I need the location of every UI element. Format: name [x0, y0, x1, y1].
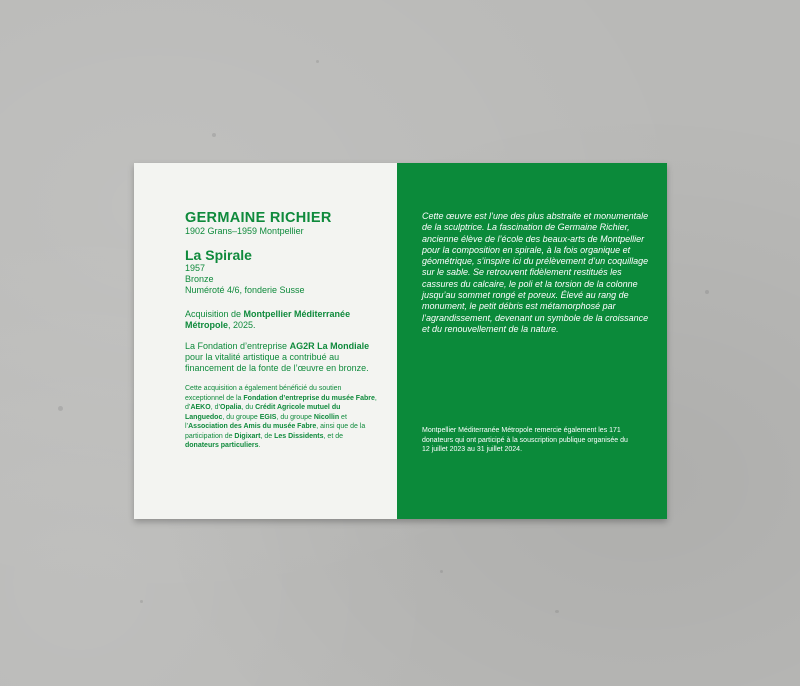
- artwork-description: Cette œuvre est l’une des plus abstraite et monumentale de la sculptrice. La fascination de Germaine Richier, ancienne élève de l’école des beaux-arts de Montpellier pour la composition en spirale, à la fois organique et géométrique, s’inspire ici du prélèvement d’un coquillage sur le sable. Se retrouvent fidèlement restitués les cassures du calcaire, le poli et la torsion de la colonne jusqu’au sommet rongé et poreux. Élevé au rang de monument, le petit débris est métamorphosé par l’agrandissement, devenant un symbole de la croissance et du renouvellement de la nature.: [422, 211, 649, 334]
- work-edition: Numéroté 4/6, fonderie Susse: [185, 285, 305, 295]
- wall-texture-spot: [440, 570, 443, 573]
- plaque-right-panel: [397, 163, 667, 519]
- foundation-credit: La Fondation d’entreprise AG2R La Mondiale pour la vitalité artistique a contribué au financement de la fonte de l’œuvre en bronze.: [185, 341, 370, 373]
- wall-texture-spot: [316, 60, 319, 63]
- artist-dates: 1902 Grans–1959 Montpellier: [185, 226, 304, 236]
- wall-texture-spot: [212, 133, 216, 137]
- wall-texture-spot: [58, 406, 63, 411]
- artist-name: GERMAINE RICHIER: [185, 210, 332, 226]
- support-credits: Cette acquisition a également bénéficié du soutien exceptionnel de la Fondation d’entreprise du musée Fabre, d’AEKO, d’Opalia, du Crédit Agricole mutuel du Languedoc, du groupe EGIS, du groupe Nicollin et l’Association des Amis du musée Fabre, ainsi que de la participation de Digixart, de Les Dissidents, et de donateurs particuliers.: [185, 385, 377, 449]
- wall-texture-spot: [555, 610, 559, 613]
- artwork-plaque: [134, 163, 667, 519]
- wall-texture-spot: [140, 600, 143, 603]
- work-medium: Bronze: [185, 274, 214, 284]
- acquisition-credit: Acquisition de Montpellier Méditerranée Métropole, 2025.: [185, 309, 351, 330]
- wall-texture-spot: [705, 290, 709, 294]
- work-title: La Spirale: [185, 247, 252, 263]
- donor-thanks: Montpellier Méditerranée Métropole remercie également les 171 donateurs qui ont participé à la souscription publique organisée du 12 juillet 2023 au 31 juillet 2024.: [422, 427, 628, 453]
- plaque-left-panel: [134, 163, 397, 519]
- work-year: 1957: [185, 263, 206, 273]
